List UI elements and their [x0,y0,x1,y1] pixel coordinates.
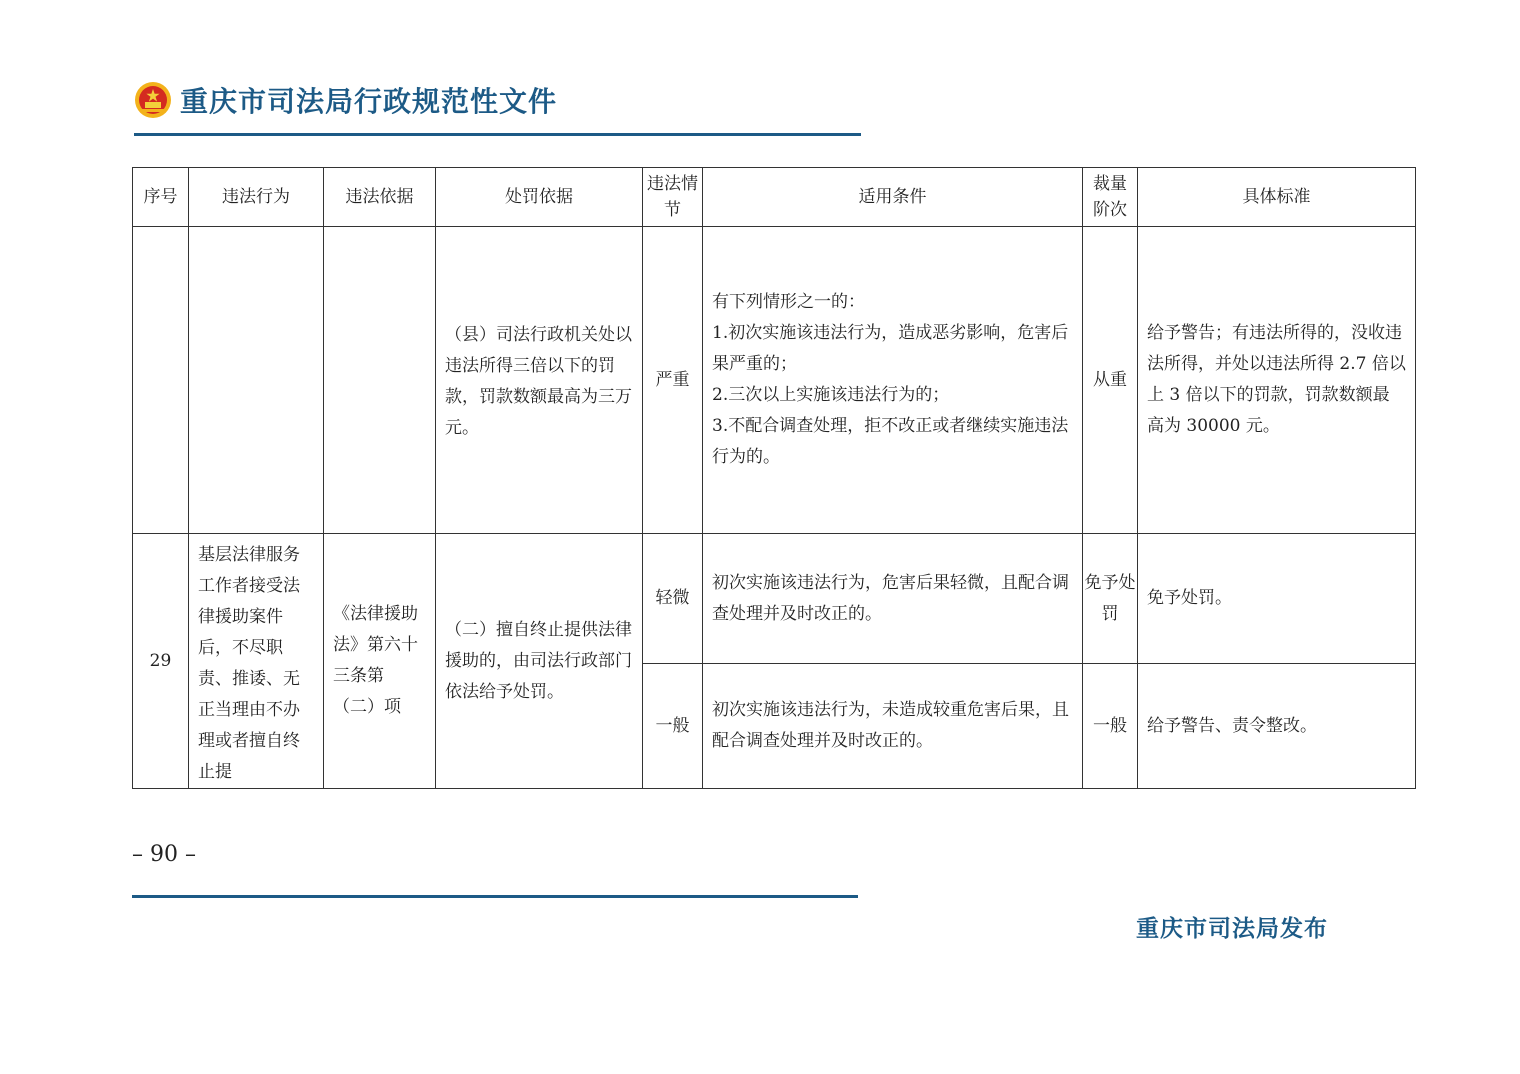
legal-basis-cell [324,227,436,534]
legal-basis-cell: 《法律援助法》第六十三条第（二）项 [324,534,436,789]
publisher-label: 重庆市司法局发布 [1136,916,1328,942]
condition-line: 2.三次以上实施该违法行为的； [712,385,950,405]
page-number: – 90 – [132,842,196,867]
column-header-standard: 具体标准 [1138,168,1416,227]
footer-divider [132,895,858,898]
level-cell: 一般 [1083,664,1138,789]
discretion-standards-table [132,167,1416,789]
table-header-row [133,168,1416,227]
condition-line: 3.不配合调查处理，拒不改正或者继续实施违法行为的。 [712,416,1069,467]
table-row [133,534,1416,664]
number-cell: 29 [133,534,189,789]
circumstance-cell: 轻微 [643,534,703,664]
standard-cell: 给予警告、责令整改。 [1138,664,1416,789]
document-header-title: 重庆市司法局行政规范性文件 [180,85,558,118]
header-divider [134,133,861,136]
condition-line: 有下列情形之一的： [712,292,865,312]
conditions-cell: 初次实施该违法行为，危害后果轻微，且配合调查处理并及时改正的。 [703,534,1083,664]
conditions-cell: 初次实施该违法行为，未造成较重危害后果，且配合调查处理并及时改正的。 [703,664,1083,789]
violation-cell [189,227,324,534]
column-header-number: 序号 [133,168,189,227]
level-cell: 从重 [1083,227,1138,534]
column-header-level: 裁量阶次 [1083,168,1138,227]
penalty-basis-cell: （县）司法行政机关处以违法所得三倍以下的罚款，罚款数额最高为三万元。 [436,227,643,534]
national-emblem-icon [134,81,172,119]
standard-cell: 免予处罚。 [1138,534,1416,664]
document-header [134,78,557,122]
level-cell: 免予处罚 [1083,534,1138,664]
column-header-legal-basis: 违法依据 [324,168,436,227]
penalty-basis-cell: （二）擅自终止提供法律援助的，由司法行政部门依法给予处罚。 [436,534,643,789]
condition-line: 1.初次实施该违法行为，造成恶劣影响，危害后果严重的； [712,323,1069,374]
circumstance-cell: 一般 [643,664,703,789]
circumstance-cell: 严重 [643,227,703,534]
conditions-cell [703,227,1083,534]
column-header-violation: 违法行为 [189,168,324,227]
column-header-circumstance: 违法情节 [643,168,703,227]
table-row [133,227,1416,534]
violation-cell: 基层法律服务工作者接受法律援助案件后，不尽职责、推诿、无正当理由不办理或者擅自终止提 [189,534,324,789]
standard-cell: 给予警告；有违法所得的，没收违法所得，并处以违法所得 2.7 倍以上 3 倍以下的罚款，罚款数额最高为 30000 元。 [1138,227,1416,534]
column-header-conditions: 适用条件 [703,168,1083,227]
column-header-penalty-basis: 处罚依据 [436,168,643,227]
number-cell [133,227,189,534]
